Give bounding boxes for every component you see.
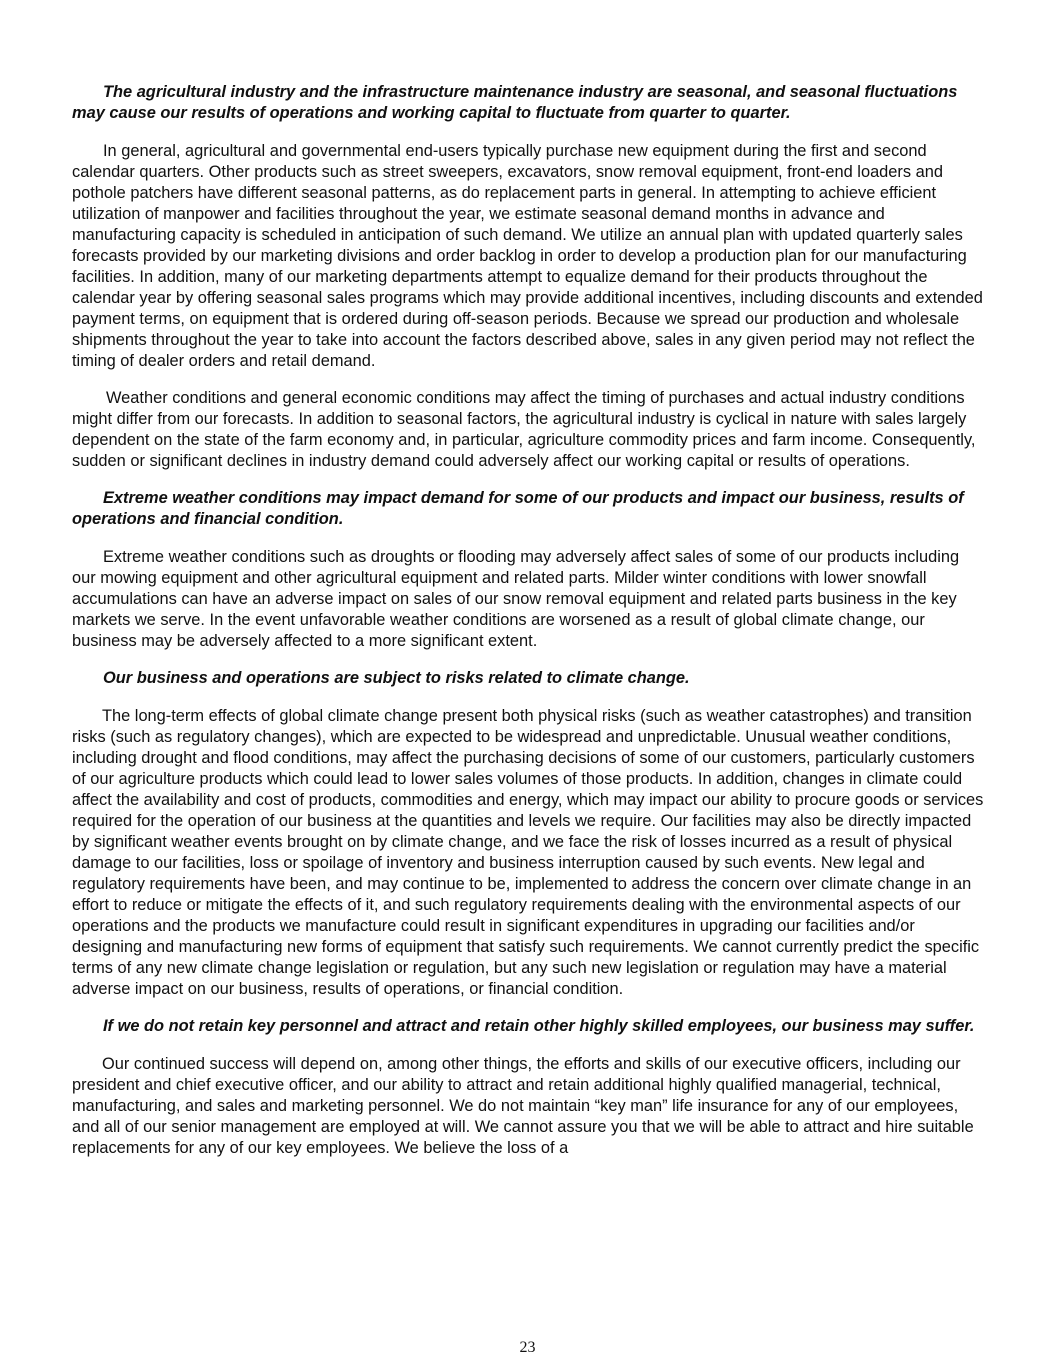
section-heading-extreme-weather: Extreme weather conditions may impact demand for some of our products and impact our business, results of operations and financial condition. bbox=[72, 489, 964, 528]
paragraph-key-personnel: Our continued success will depend on, among other things, the efforts and skills of our executive officers, including our president and chief executive officer, and our ability to attract and retain additional highly qualified managerial, technical, manufacturing, and sales and marketing personnel. We do not maintain “key man” life insurance for any of our employees, and all of our senior management are employed at will. We cannot assure you that we will be able to attract and hire suitable replacements for any of our key employees. We believe the loss of a bbox=[72, 1055, 974, 1157]
page-number: 23 bbox=[519, 1339, 536, 1356]
paragraph-weather-economic: Weather conditions and general economic conditions may affect the timing of purchases and actual industry conditions might differ from our forecasts. In addition to seasonal factors, the agricultural industry is cyclical in nature with sales largely dependent on the state of the farm economy and, in particular, agriculture commodity prices and farm income. Consequently, sudden or significant declines in industry demand could adversely affect our working capital or results of operations. bbox=[72, 389, 976, 470]
paragraph-seasonal-demand: In general, agricultural and governmental end-users typically purchase new equipment during the first and second calendar quarters. Other products such as street sweepers, excavators, snow removal equipment, front-end loaders and pothole patchers have different seasonal patterns, as do replacement parts in general. In attempting to achieve efficient utilization of manpower and facilities throughout the year, we estimate seasonal demand months in advance and manufacturing capacity is scheduled in anticipation of such demand. We utilize an annual plan with updated quarterly sales forecasts provided by our marketing divisions and order backlog in order to develop a production plan for our manufacturing facilities. In addition, many of our marketing departments attempt to equalize demand for their products throughout the calendar year by offering seasonal sales programs which may provide additional incentives, including discounts and extended payment terms, on equipment that is ordered during off-season periods. Because we spread our production and wholesale shipments throughout the year to take into account the factors described above, sales in any given period may not reflect the timing of dealer orders and retail demand. bbox=[72, 142, 983, 370]
paragraph-climate-change: The long-term effects of global climate change present both physical risks (such as weather catastrophes) and transition risks (such as regulatory changes), which are expected to be widespread and unpredictable. Unusual weather conditions, including drought and flood conditions, may affect the purchasing decisions of some of our customers, particularly customers of our agriculture products which could lead to lower sales volumes of those products. In addition, changes in climate could affect the availability and cost of products, commodities and energy, which may impact our ability to procure goods or services required for the operation of our business at the quantities and levels we require. Our facilities may also be directly impacted by significant weather events brought on by climate change, and we face the risk of losses incurred as a result of physical damage to our facilities, loss or spoilage of inventory and business interruption caused by such events. New legal and regulatory requirements have been, and may continue to be, implemented to address the concern over climate change in an effort to reduce or mitigate the effects of it, and such regulatory requirements dealing with the environmental aspects of our operations and the products we manufacture could result in significant expenditures in upgrading our facilities and/or designing and manufacturing new forms of equipment that satisfy such requirements. We cannot currently predict the specific terms of any new climate change legislation or regulation, but any such new legislation or regulation may have a material adverse impact on our business, results of operations, or financial condition. bbox=[72, 707, 984, 998]
section-heading-key-personnel: If we do not retain key personnel and attract and retain other highly skilled employees, our business may suffer. bbox=[103, 1017, 975, 1035]
document-body bbox=[72, 82, 987, 1175]
paragraph-extreme-weather: Extreme weather conditions such as droughts or flooding may adversely affect sales of some of our products including our mowing equipment and other agricultural equipment and related parts. Milder winter conditions with lower snowfall accumulations can have an adverse impact on sales of our snow removal equipment and related parts business in the key markets we serve. In the event unfavorable weather conditions are worsened as a result of global climate change, our business may be adversely affected to a more significant extent. bbox=[72, 548, 960, 650]
section-heading-climate-change: Our business and operations are subject to risks related to climate change. bbox=[103, 669, 690, 687]
section-heading-seasonal: The agricultural industry and the infrastructure maintenance industry are seasonal, and seasonal fluctuations may cause our results of operations and working capital to fluctuate from quarter to quarter. bbox=[72, 83, 958, 122]
